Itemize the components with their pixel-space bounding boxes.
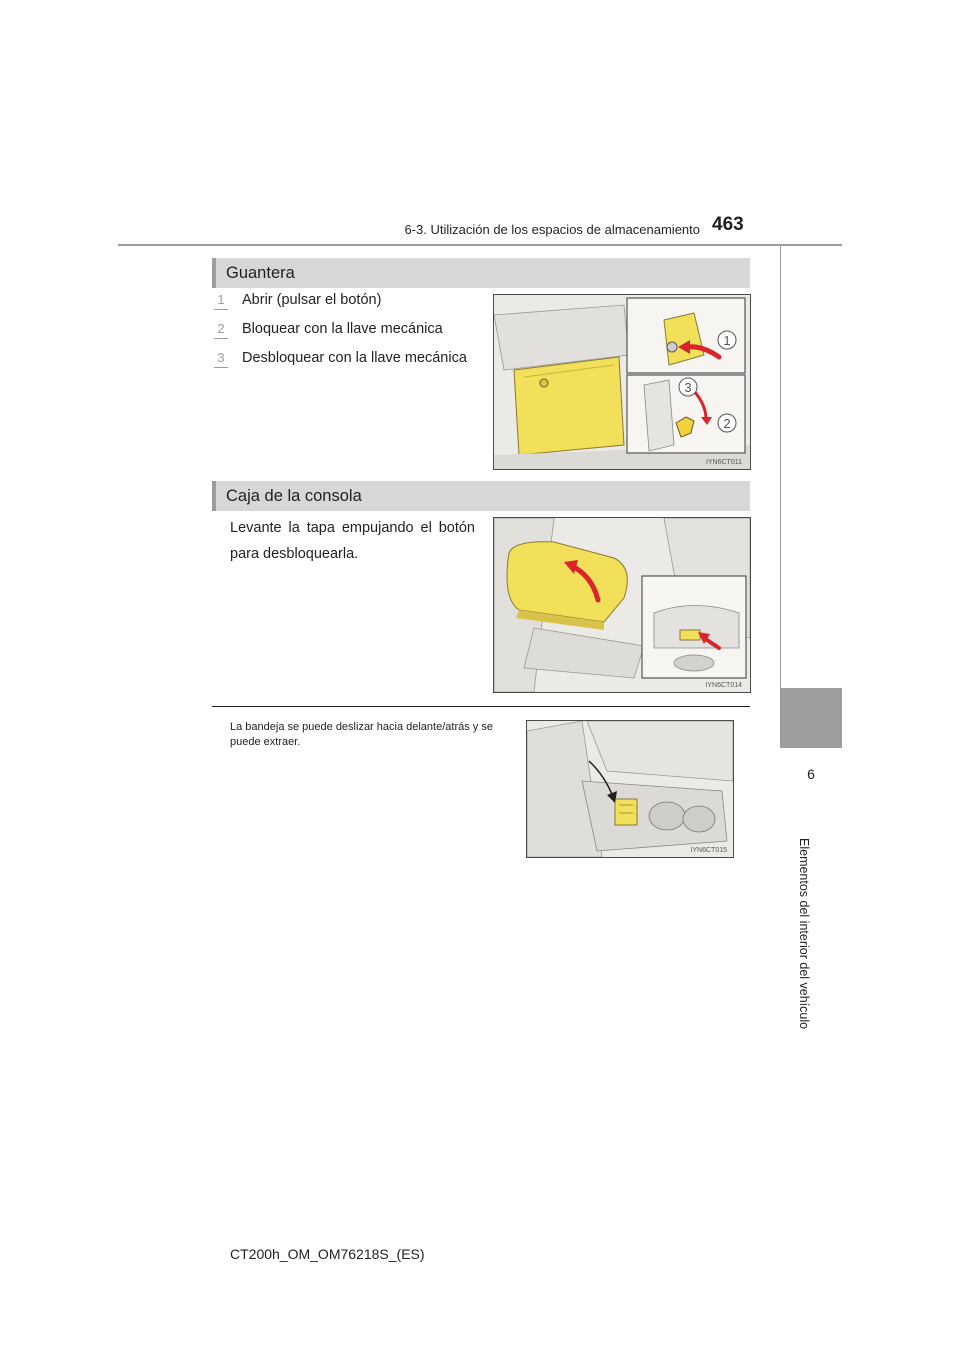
callout-number: 3 bbox=[684, 380, 692, 395]
figure-console-tray bbox=[526, 720, 734, 858]
figure-code: IYN6CT015 bbox=[690, 847, 727, 854]
section-heading-caja-consola bbox=[212, 481, 750, 511]
chapter-tab bbox=[780, 688, 842, 748]
step-number: 1 bbox=[214, 291, 228, 310]
step-2 bbox=[214, 320, 443, 339]
step-text: Bloquear con la llave mecánica bbox=[242, 321, 443, 337]
step-3 bbox=[214, 349, 467, 368]
chapter-number: 6 bbox=[807, 766, 815, 782]
note-divider bbox=[212, 706, 750, 707]
running-header: 6-3. Utilización de los espacios de almacenamiento bbox=[404, 222, 700, 237]
section-heading-edge bbox=[212, 481, 216, 511]
step-number: 2 bbox=[214, 320, 228, 339]
figure-code: IYN6CT011 bbox=[705, 459, 742, 466]
step-1 bbox=[214, 291, 381, 310]
note-text: La bandeja se puede deslizar hacia delante/atrás y se puede extraer. bbox=[230, 721, 493, 748]
document-id: CT200h_OM_OM76218S_(ES) bbox=[230, 1246, 425, 1262]
chapter-tab-rule bbox=[780, 244, 842, 689]
step-number: 3 bbox=[214, 349, 228, 368]
section-heading-text: Guantera bbox=[226, 264, 295, 282]
figure-console-box bbox=[493, 517, 751, 693]
header-rule bbox=[118, 244, 842, 246]
figure-glove-box bbox=[493, 294, 751, 470]
step-text: Abrir (pulsar el botón) bbox=[242, 292, 382, 308]
section-heading-guantera bbox=[212, 258, 750, 288]
section-heading-text: Caja de la consola bbox=[226, 487, 362, 505]
chapter-title: Elementos del interior del vehículo bbox=[797, 838, 811, 1030]
page-number: 463 bbox=[712, 214, 744, 235]
callout-number: 1 bbox=[723, 333, 731, 348]
callout-number: 2 bbox=[723, 416, 731, 431]
step-text: Desbloquear con la llave mecánica bbox=[242, 350, 467, 366]
figure-code: IYN6CT014 bbox=[705, 682, 742, 689]
section-heading-edge bbox=[212, 258, 216, 288]
body-paragraph: Levante la tapa empujando el botón para desbloquearla. bbox=[230, 520, 475, 562]
